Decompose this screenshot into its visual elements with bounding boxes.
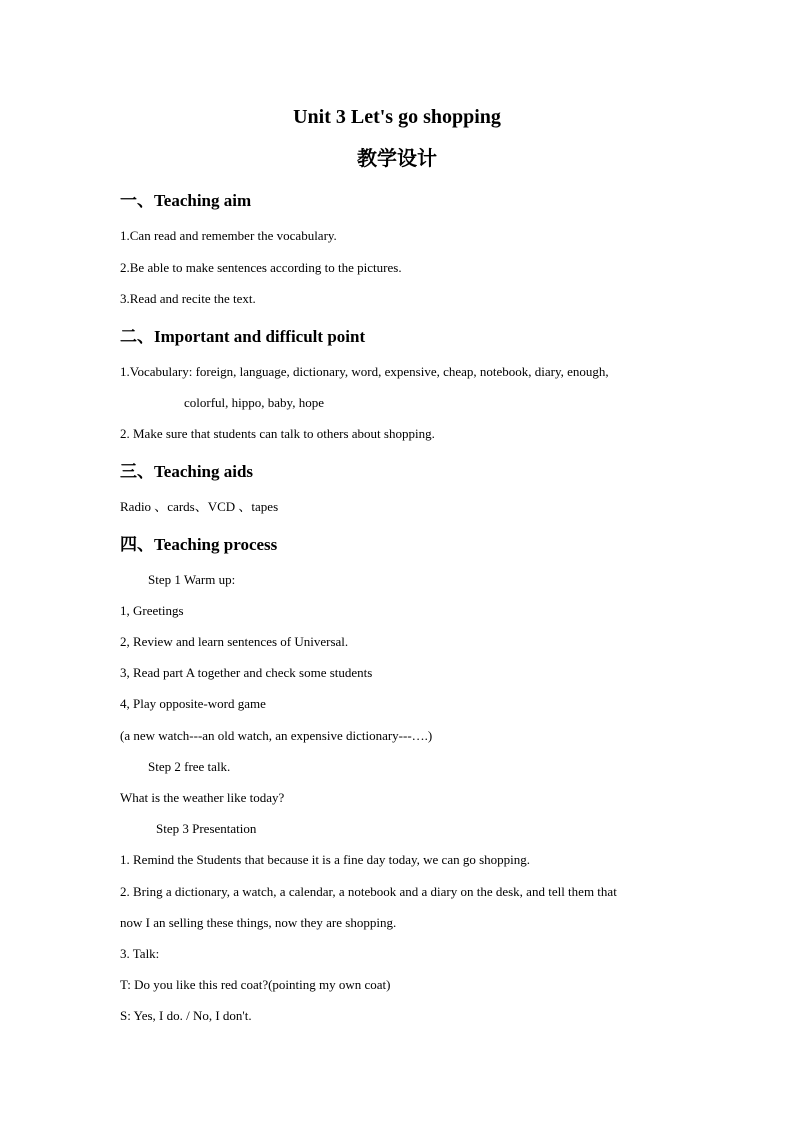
dialogue-teacher-line: T: Do you like this red coat?(pointing my own coat): [120, 977, 391, 992]
process-line: now I an selling these things, now they are shopping.: [120, 915, 397, 930]
process-line: 4, Play opposite-word game: [120, 696, 266, 711]
process-line: What is the weather like today?: [120, 790, 285, 805]
aim-line-3: 3.Read and recite the text.: [120, 291, 256, 306]
document-title: Unit 3 Let's go shopping: [293, 106, 501, 128]
point-line-2: 2. Make sure that students can talk to others about shopping.: [120, 426, 435, 441]
step-1-title: Step 1 Warm up:: [148, 572, 236, 587]
section-heading-teaching-aim: 一、Teaching aim: [120, 191, 252, 210]
process-line: 2, Review and learn sentences of Universal.: [120, 634, 349, 649]
process-line: 3, Read part A together and check some students: [120, 665, 373, 680]
aim-line-1: 1.Can read and remember the vocabulary.: [120, 228, 337, 243]
dialogue-student-line: S: Yes, I do. / No, I don't.: [120, 1008, 252, 1023]
process-line: 1, Greetings: [120, 603, 184, 618]
vocabulary-line: 1.Vocabulary: foreign, language, dictionary, word, expensive, cheap, notebook, diary, enough,: [120, 364, 609, 379]
aim-line-2: 2.Be able to make sentences according to the pictures.: [120, 260, 402, 275]
section-heading-important-point: 二、Important and difficult point: [120, 327, 366, 346]
vocabulary-line-continued: colorful, hippo, baby, hope: [184, 395, 324, 410]
document-subtitle: 教学设计: [357, 148, 437, 170]
step-3-title: Step 3 Presentation: [156, 821, 257, 836]
aids-line: Radio 、cards、VCD 、tapes: [120, 499, 279, 514]
process-line: (a new watch---an old watch, an expensive dictionary---….): [120, 728, 433, 743]
process-line: 2. Bring a dictionary, a watch, a calendar, a notebook and a diary on the desk, and tell them that: [120, 884, 617, 899]
section-heading-teaching-process: 四、Teaching process: [120, 535, 278, 554]
process-line: 1. Remind the Students that because it is a fine day today, we can go shopping.: [120, 852, 531, 867]
step-2-title: Step 2 free talk.: [148, 759, 231, 774]
section-heading-teaching-aids: 三、Teaching aids: [120, 462, 254, 481]
process-line: 3. Talk:: [120, 946, 160, 961]
